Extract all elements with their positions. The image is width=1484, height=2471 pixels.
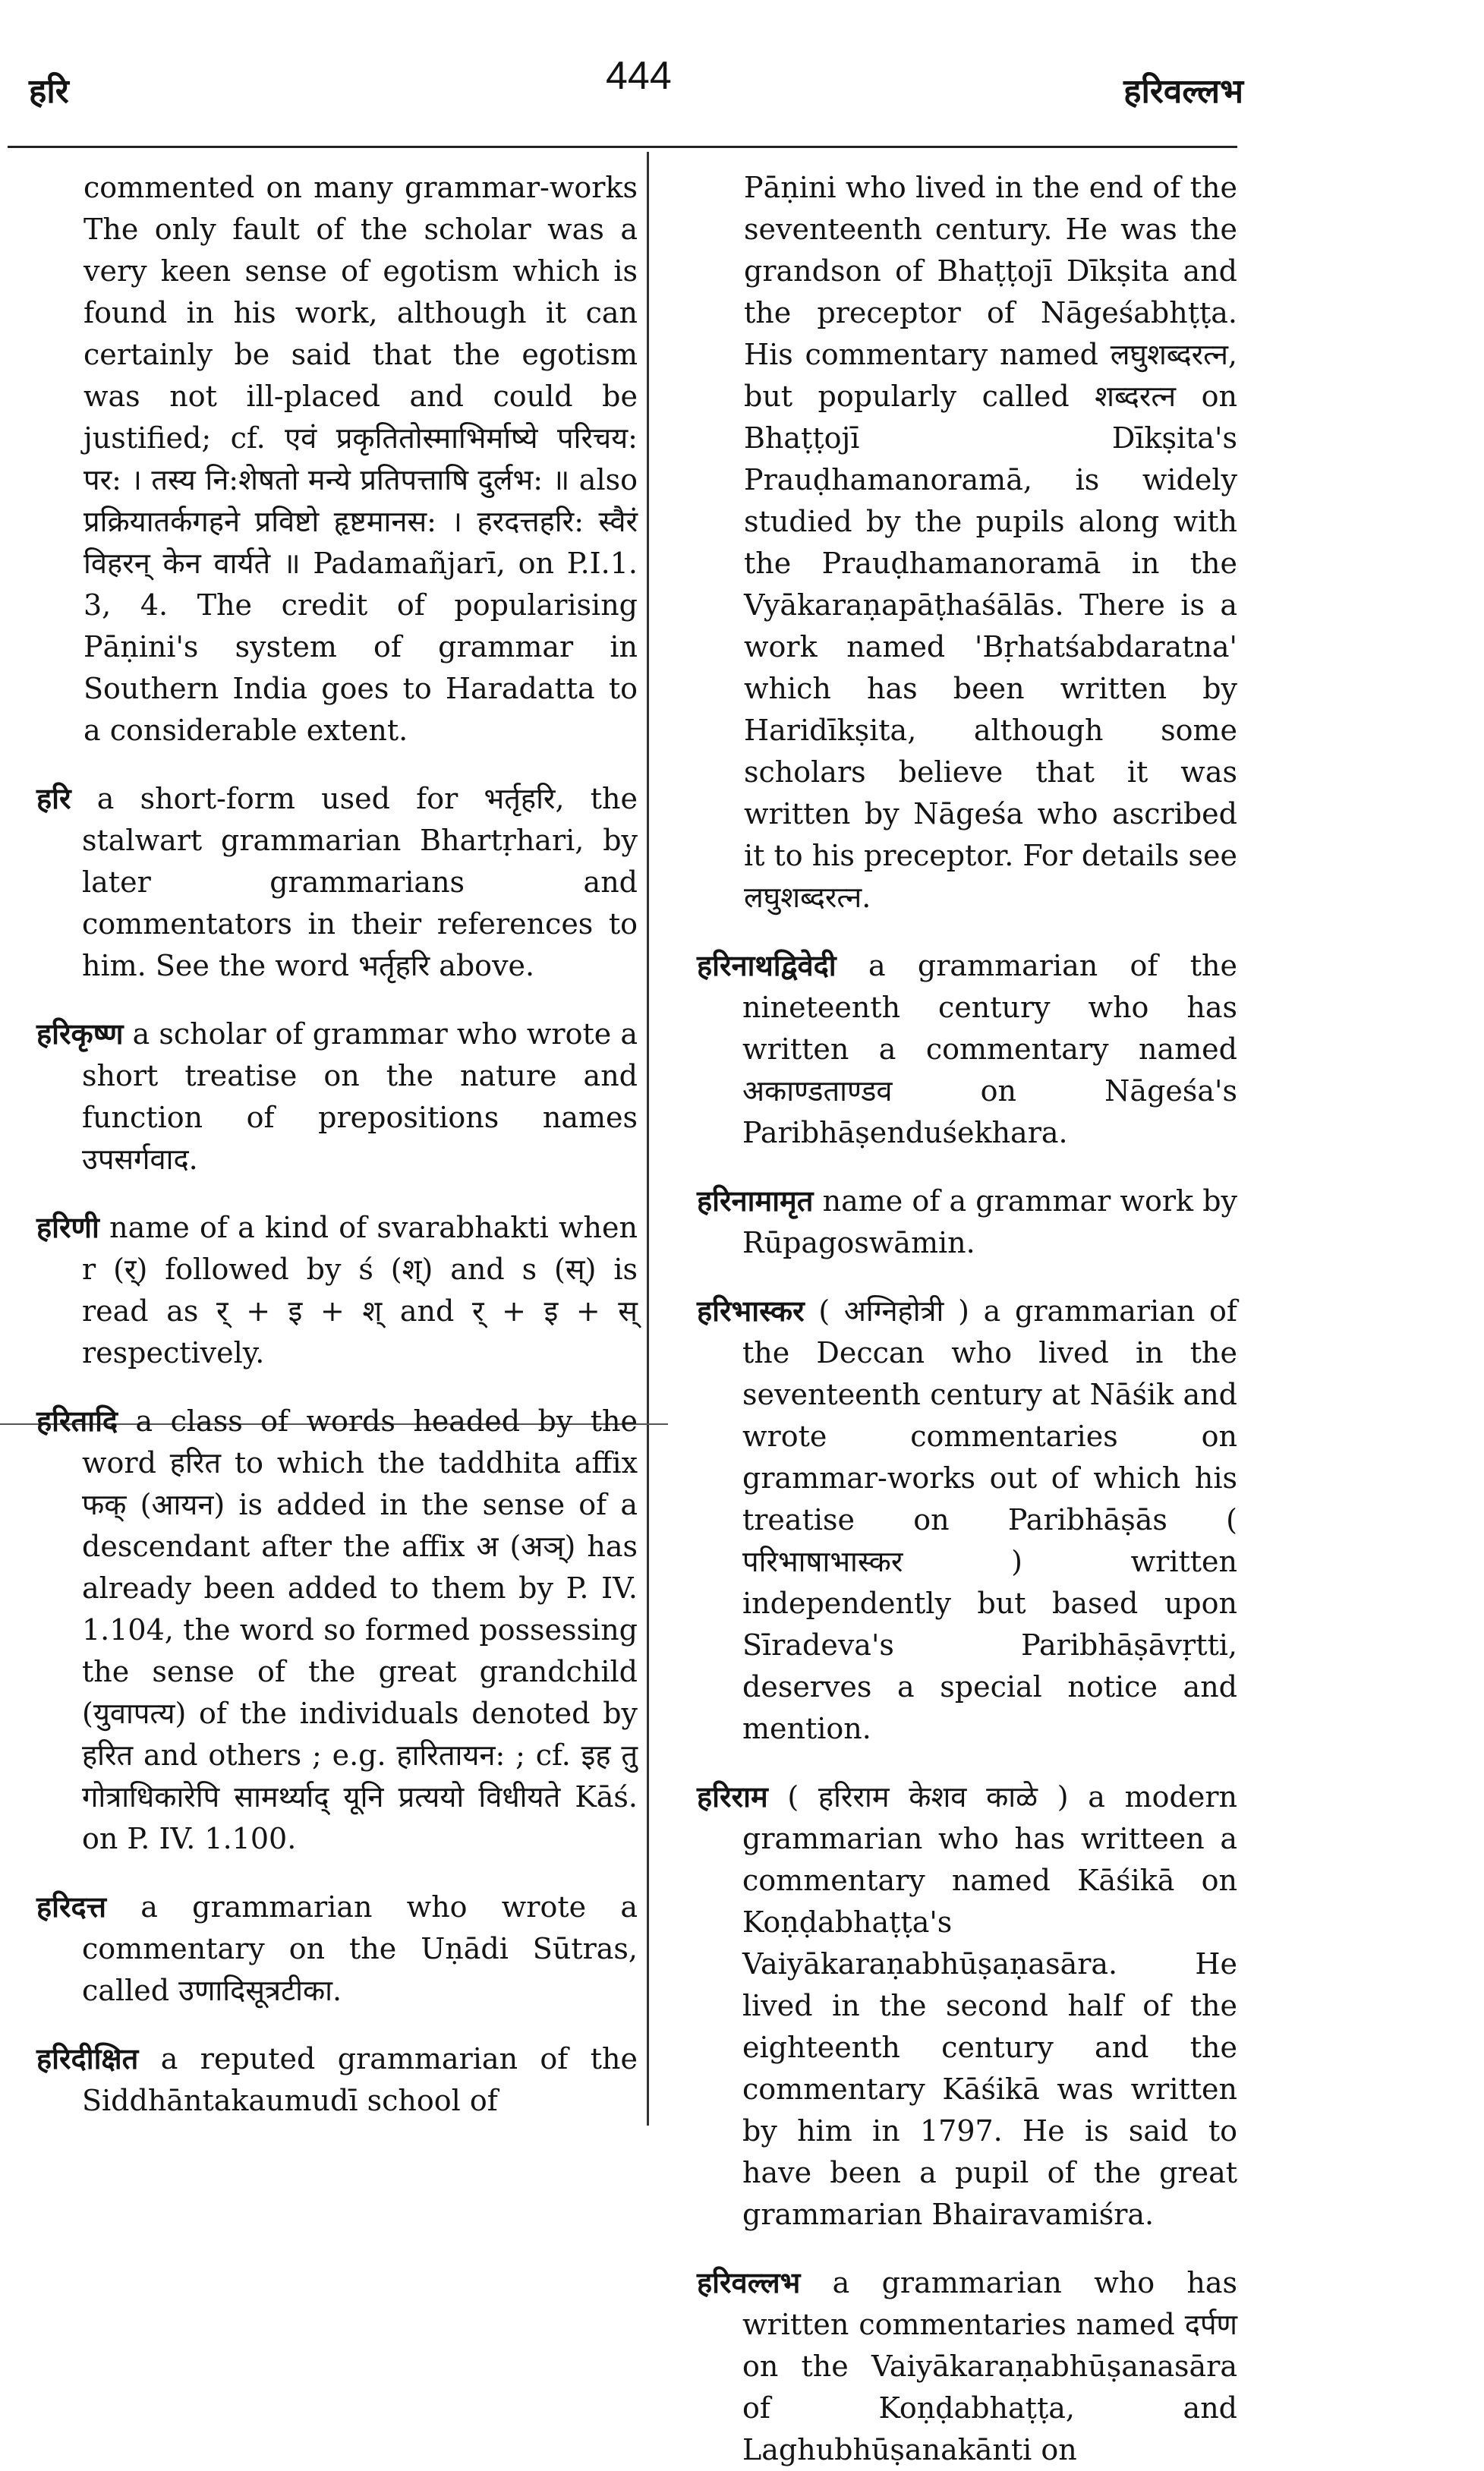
entry-text: name of a kind of svarabhakti when r (र्) followed by ś (श्) and s (स्) is read as र् + इ + श् and र् + इ + स् respectively. xyxy=(82,1211,638,1369)
header-left-word: हरि xyxy=(29,72,69,111)
entry-text: a grammarian who has written commentaries named दर्पण on the Vaiyākaraṇabhūṣanasāra of Koṇḍabhaṭṭa, and Laghubhūṣanakānti on xyxy=(742,2266,1237,2466)
entry-text: a class of words headed by the word हरित to which the taddhita affix फक् (आयन) is added in the sense of a descendant after the affix अ (अञ्) has already been added to them by P. IV. 1.104, the word so formed possessing the sense of the great grandchild (युवापत्य) of the individuals denoted by हरित and others ; e.g. हारितायन: ; cf. इह तु गोत्राधिकारेपि सामर्थ्याद् यूनि प्रत्ययो विधीयते Kāś. on P. IV. 1.100. xyxy=(82,1404,638,1855)
column-divider xyxy=(647,152,649,2126)
page-number: 444 xyxy=(606,54,672,98)
dictionary-entry xyxy=(36,2038,638,2122)
headword: हरिवल्लभ xyxy=(697,2265,801,2299)
headword: हरिणी xyxy=(36,1210,99,1244)
continuation-text: Pāṇini who lived in the end of the seventeenth century. He was the grandson of Bhaṭṭojī Dīkṣita and the preceptor of Nāgeśabhṭṭa. His commentary named लघुशब्दरत्न, but popularly called शब्दरत्न on Bhaṭṭojī Dīkṣita's Prauḍhamanoramā, is widely studied by the pupils along with the Prauḍhamanoramā in the Vyākaraṇapāṭhaśālās. There is a work named 'Bṛhatśabdaratna' which has been written by Haridīkṣita, although some scholars believe that it was written by Nāgeśa who ascribed it to his preceptor. For details see लघुशब्दरत्न. xyxy=(744,171,1237,914)
headword: हरिकृष्ण xyxy=(36,1016,124,1051)
dictionary-entry xyxy=(36,1400,638,1860)
left-column xyxy=(30,167,638,2122)
continuation-text: commented on many grammar-works The only fault of the scholar was a very keen sense of egotism which is found in his work, although it can certainly be said that the egotism was not ill-placed and could be justified; cf. एवं प्रकृतितोस्माभिर्माष्ये परिचय: पर: । तस्य नि:शेषतो मन्ये प्रतिपत्ताषि दुर्लभ: ॥ also प्रक्रियातर्कगहने प्रविष्टो हृष्टमानस: । हरदत्तहरि: स्वैरं विहरन् केन वार्यते ॥ Padamañjarī, on P.I.1. 3, 4. The credit of popularising Pāṇini's system of grammar in Southern India goes to Haradatta to a considerable extent. xyxy=(83,171,638,747)
headword: हरिनामामृत xyxy=(697,1183,814,1218)
dictionary-entry xyxy=(697,1290,1237,1750)
entry-text: a reputed grammarian of the Siddhāntakaumudī school of xyxy=(82,2042,638,2117)
header-rule xyxy=(8,146,1237,148)
right-column xyxy=(691,167,1237,2471)
entry-text: a short-form used for भर्तृहरि, the stalwart grammarian Bhartṛhari, by later grammarians and commentators in their references to him. See the word भर्तृहरि above. xyxy=(82,782,638,982)
dictionary-entry xyxy=(36,1013,638,1180)
entry-text: ( हरिराम केशव काळे ) a modern grammarian who has writteen a commentary named Kāśikā on Koṇḍabhaṭṭa's Vaiyākaraṇabhūṣaṇasāra. He lived in the second half of the eighteenth century and the commentary Kāśikā was written by him in 1797. He is said to have been a pupil of the great grammarian Bhairavamiśra. xyxy=(742,1780,1237,2231)
dictionary-entry xyxy=(36,777,638,987)
headword: हरितादि xyxy=(36,1404,118,1438)
dictionary-entry xyxy=(697,1180,1237,1264)
entry-text: a grammarian who wrote a commentary on the Uṇādi Sūtras, called उणादिसूत्रटीका. xyxy=(82,1890,638,2007)
dictionary-entry xyxy=(697,1776,1237,2236)
page-header xyxy=(29,53,1243,114)
dictionary-entry xyxy=(697,944,1237,1154)
headword: हरिदत्त xyxy=(36,1889,106,1924)
header-right-word: हरिवल्लभ xyxy=(1123,72,1243,111)
headword: हरिदीक्षित xyxy=(36,2041,139,2075)
dictionary-entry xyxy=(36,1886,638,2012)
dictionary-entry xyxy=(697,2261,1237,2471)
headword: हरिराम xyxy=(697,1779,768,1814)
entry-text: a grammarian of the nineteenth century who has written a commentary named अकाण्डताण्डव on Nāgeśa's Paribhāṣenduśekhara. xyxy=(742,949,1237,1149)
entry-text: name of a grammar work by Rūpagoswāmin. xyxy=(742,1184,1237,1259)
entry-text: a scholar of grammar who wrote a short treatise on the nature and function of prepositions names उपसर्गवाद. xyxy=(82,1017,638,1176)
headword: हरिनाथद्विवेदी xyxy=(697,948,837,982)
entry-text: ( अग्निहोत्री ) a grammarian of the Deccan who lived in the seventeenth century at Nāśik and wrote commentaries on grammar-works out of which his treatise on Paribhāṣās ( परिभाषाभास्कर ) written independently but based upon Sīradeva's Paribhāṣāvṛtti, deserves a special notice and mention. xyxy=(742,1294,1237,1745)
headword: हरिभास्कर xyxy=(697,1294,805,1328)
headword: हरि xyxy=(36,781,71,815)
dictionary-entry xyxy=(36,1206,638,1374)
